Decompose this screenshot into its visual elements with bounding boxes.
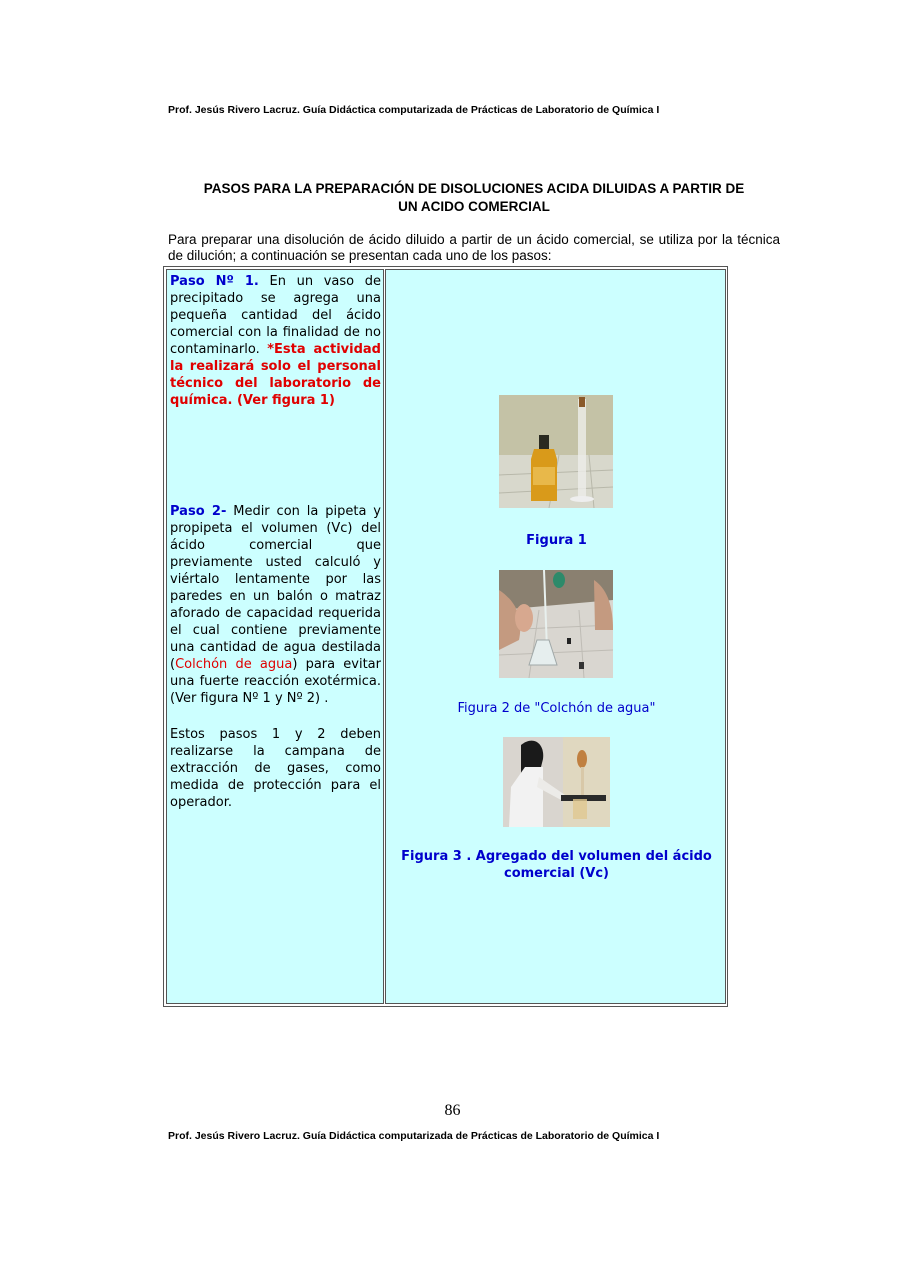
steps-note: Estos pasos 1 y 2 deben realizarse la campana de extracción de gases, como medida de protección para el operador. bbox=[170, 727, 381, 810]
figure-1-image bbox=[499, 395, 613, 508]
page-title bbox=[168, 180, 780, 216]
steps-table bbox=[163, 266, 728, 1007]
intro-paragraph: Para preparar una disolución de ácido diluido a partir de un ácido comercial, se utiliza por la técnica de dilución; a continuación se presentan cada uno de los pasos: bbox=[168, 232, 780, 263]
step-1-paragraph bbox=[170, 273, 381, 503]
page-header: Prof. Jesús Rivero Lacruz. Guía Didáctica computarizada de Prácticas de Laboratorio de Química I bbox=[168, 104, 660, 116]
title-line-2: UN ACIDO COMERCIAL bbox=[398, 199, 550, 214]
step-1-text: En un vaso de precipitado se agrega una pequeña cantidad del ácido comercial con la finalidad de no contaminarlo. bbox=[170, 274, 381, 357]
step-1-label: Paso Nº 1. bbox=[170, 274, 259, 289]
step-2-highlight: Colchón de agua bbox=[175, 657, 293, 672]
steps-text-cell bbox=[166, 269, 384, 1004]
figure-3-caption: Figura 3 . Agregado del volumen del ácido comercial (Vc) bbox=[401, 849, 712, 881]
title-line-1: PASOS PARA LA PREPARACIÓN DE DISOLUCIONES ACIDA DILUIDAS A PARTIR DE bbox=[203, 181, 745, 196]
step-2-text-after: ) para evitar una fuerte reacción exotérmica. (Ver figura Nº 1 y Nº 2) . bbox=[170, 657, 381, 706]
figure-2-caption: Figura 2 de "Colchón de agua" bbox=[457, 701, 656, 716]
page-number: 86 bbox=[444, 1102, 461, 1119]
step-1-warning: *Esta actividad la realizará solo el personal técnico del laboratorio de química. (Ver figura 1) bbox=[170, 342, 381, 408]
step-2-label: Paso 2- bbox=[170, 504, 227, 519]
step-2-paragraph bbox=[170, 503, 381, 707]
figure-2-image bbox=[499, 570, 613, 678]
page-footer: Prof. Jesús Rivero Lacruz. Guía Didáctica computarizada de Prácticas de Laboratorio de Química I bbox=[168, 1130, 660, 1142]
figures-cell bbox=[385, 269, 726, 1004]
step-2-text: Medir con la pipeta y propipeta el volumen (Vc) del ácido comercial que previamente usted calculó y viértalo lentamente por las paredes en un balón o matraz aforado de capacidad requerida el cual contiene previamente una cantidad de agua destilada ( bbox=[170, 504, 381, 672]
figure-1-caption: Figura 1 bbox=[526, 533, 587, 548]
figure-3-image bbox=[503, 737, 610, 827]
